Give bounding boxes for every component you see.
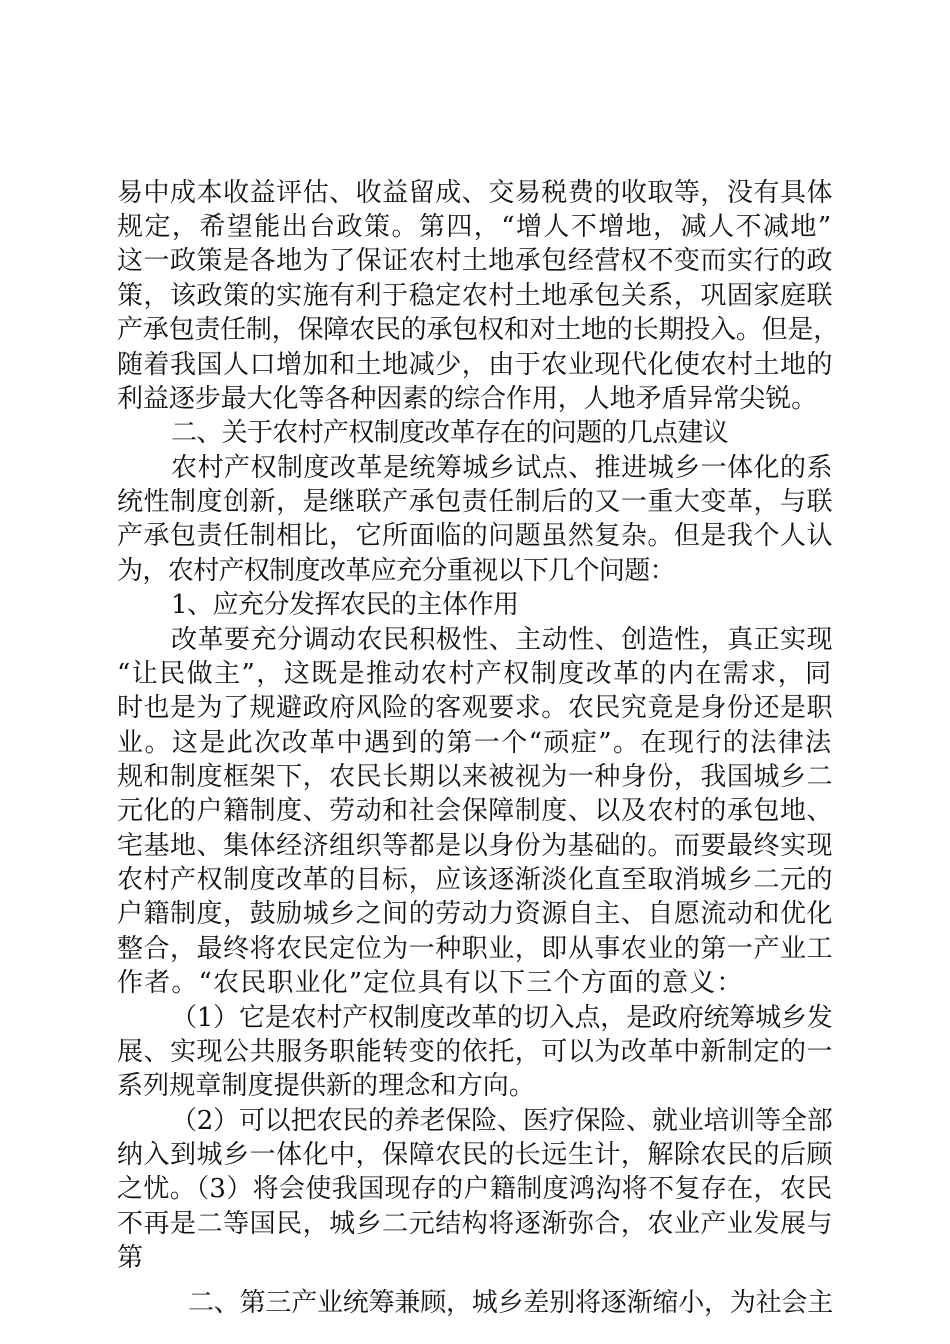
text-line: 农村产权制度改革是统筹城乡试点、推进城乡一体化的系: [171, 453, 834, 483]
text-line: 户籍制度，鼓励城乡之间的劳动力资源自主、自愿流动和优化: [117, 899, 834, 929]
text-line: 不再是二等国民，城乡二元结构将逐渐弥合，农业产业发展与: [117, 1209, 834, 1239]
text-line: 统性制度创新，是继联产承包责任制后的又一重大变革，与联: [117, 487, 834, 517]
section-heading: 二、关于农村产权制度改革存在的问题的几点建议: [171, 418, 729, 448]
text-line: 改革要充分调动农民积极性、主动性、创造性，真正实现: [171, 625, 834, 655]
text-line: 作者。“农民职业化”定位具有以下三个方面的意义：: [117, 968, 744, 998]
text-line: 规定，希望能出台政策。第四，“增人不增地，减人不减地”: [117, 212, 833, 242]
subheading: 1、应充分发挥农民的主体作用: [171, 590, 519, 620]
text-line: （1）它是农村产权制度改革的切入点，是政府统筹城乡发: [171, 1003, 833, 1033]
text-line: 农村产权制度改革的目标，应该逐渐淡化直至取消城乡二元的: [117, 865, 834, 895]
text-line: 策，该政策的实施有利于稳定农村土地承包关系，巩固家庭联: [117, 281, 834, 311]
text-line: 这一政策是各地为了保证农村土地承包经营权不变而实行的政: [117, 246, 834, 276]
text-line: 易中成本收益评估、收益留成、交易税费的收取等，没有具体: [117, 178, 834, 208]
text-line: 第: [117, 1243, 144, 1273]
text-line: （2）可以把农民的养老保险、医疗保险、就业培训等全部: [171, 1106, 833, 1136]
text-line: 二、第三产业统筹兼顾，城乡差别将逐渐缩小，为社会主: [188, 1288, 834, 1318]
text-line: 产承包责任制，保障农民的承包权和对土地的长期投入。但是，: [117, 315, 840, 345]
text-line: 整合，最终将农民定位为一种职业，即从事农业的第一产业工: [117, 934, 834, 964]
text-line: 规和制度框架下，农民长期以来被视为一种身份，我国城乡二: [117, 762, 834, 792]
text-line: 业。这是此次改革中遇到的第一个“顽症”。在现行的法律法: [117, 728, 833, 758]
text-line: 为，农村产权制度改革应充分重视以下几个问题：: [117, 556, 676, 586]
text-line: 之忧。（3）将会使我国现存的户籍制度鸿沟将不复存在，农民: [117, 1174, 833, 1204]
text-line: 元化的户籍制度、劳动和社会保障制度、以及农村的承包地、: [117, 796, 834, 826]
text-line: 宅基地、集体经济组织等都是以身份为基础的。而要最终实现: [117, 831, 834, 861]
text-line: 纳入到城乡一体化中，保障农民的长远生计，解除农民的后顾: [117, 1140, 834, 1170]
text-line: 时也是为了规避政府风险的客观要求。农民究竟是身份还是职: [117, 693, 834, 723]
text-line: 产承包责任制相比，它所面临的问题虽然复杂。但是我个人认: [117, 521, 834, 551]
text-line: 利益逐步最大化等各种因素的综合作用，人地矛盾异常尖锐。: [117, 384, 818, 414]
text-line: “让民做主”，这既是推动农村产权制度改革的内在需求，同: [117, 659, 833, 689]
text-line: 系列规章制度提供新的理念和方向。: [117, 1071, 536, 1101]
text-line: 随着我国人口增加和土地减少，由于农业现代化使农村土地的: [117, 350, 834, 380]
text-line: 展、实现公共服务职能转变的依托，可以为改革中新制定的一: [117, 1037, 834, 1067]
